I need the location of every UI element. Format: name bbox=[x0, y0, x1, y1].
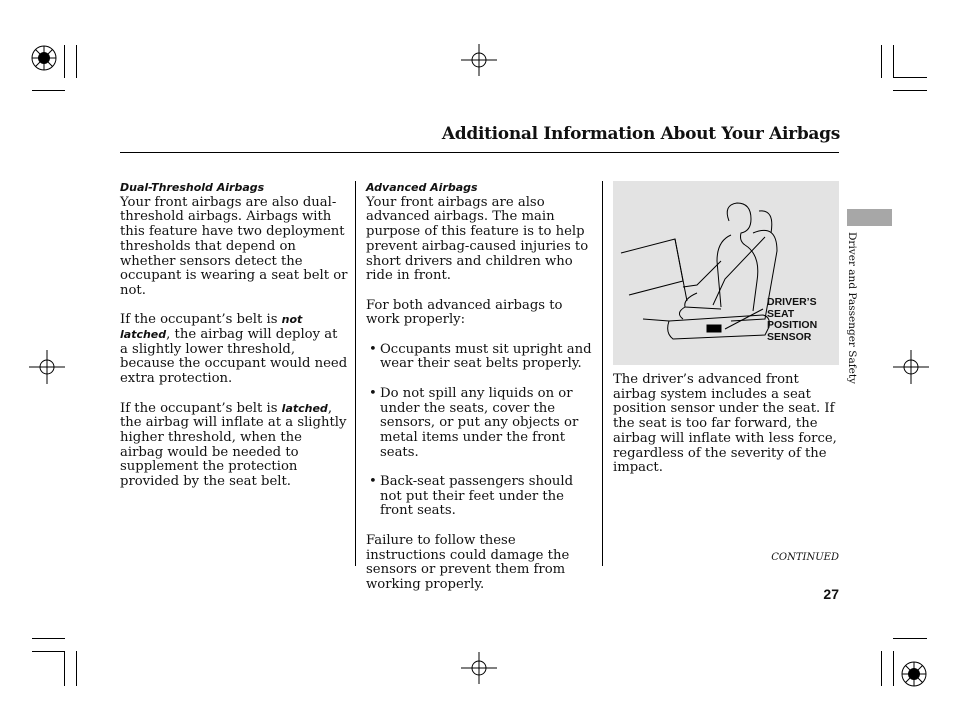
column-divider bbox=[602, 181, 603, 566]
seat-position-paragraph: The driver’s advanced front airbag system includes a seat position sensor under the seat. If the seat is too far forward, the airbag will inflate with less force, regardless of the severity of the impact. bbox=[613, 372, 837, 476]
seat-sensor-illustration bbox=[613, 181, 839, 365]
crosshair-icon bbox=[893, 350, 929, 384]
sensor-callout-label: DRIVER’S SEAT POSITION SENSOR bbox=[767, 296, 818, 343]
latched-paragraph: If the occupant’s belt is latched, the airbag will inflate at a slightly higher threshold, when the airbag would be needed to supplement the protection provided by the seat belt. bbox=[120, 400, 347, 490]
crosshair-icon bbox=[461, 44, 497, 76]
latched-emphasis: latched bbox=[281, 401, 328, 415]
continued-label: CONTINUED bbox=[771, 552, 839, 563]
crosshair-icon bbox=[29, 350, 65, 384]
crosshair-icon bbox=[461, 652, 497, 684]
section-side-label: Driver and Passenger Safety bbox=[846, 232, 858, 384]
list-item: • Occupants must sit upright and wear their seat belts properly. bbox=[366, 343, 598, 372]
dual-threshold-heading: Dual-Threshold Airbags bbox=[120, 181, 265, 194]
advanced-airbags-paragraph: Your front airbags are also advanced airbags. The main purpose of this feature is to help prevent airbag-caused injuries to short drivers and children who ride in front. bbox=[366, 194, 589, 284]
section-tab bbox=[847, 209, 892, 226]
registration-mark-icon bbox=[28, 42, 60, 74]
advanced-airbags-heading: Advanced Airbags bbox=[366, 181, 478, 194]
page-number: 27 bbox=[823, 586, 839, 602]
not-latched-emphasis: not latched bbox=[120, 313, 303, 342]
not-latched-paragraph: If the occupant’s belt is not latched, the airbag will deploy at a slightly lower threshold, because the occupant would need extra protection. bbox=[120, 312, 348, 387]
list-item: • Back-seat passengers should not put their feet under the front seats. bbox=[366, 475, 598, 519]
dual-threshold-paragraph: Your front airbags are also dual-threshold airbags. Airbags with this feature have two deployment thresholds that depend on whether sensors detect the occupant is wearing a seat belt or not. bbox=[120, 194, 348, 298]
work-properly-paragraph: For both advanced airbags to work properly: bbox=[366, 297, 563, 328]
failure-warning-paragraph: Failure to follow these instructions could damage the sensors or prevent them from working properly. bbox=[366, 532, 570, 592]
list-item: • Do not spill any liquids on or under the seats, cover the sensors, or put any objects or metal items under the front seats. bbox=[366, 387, 598, 461]
title-rule bbox=[120, 152, 839, 153]
right-column bbox=[613, 373, 839, 491]
middle-column bbox=[366, 181, 598, 607]
left-column bbox=[120, 181, 348, 504]
page-title: Additional Information About Your Airbags bbox=[441, 124, 840, 144]
registration-mark-icon bbox=[898, 658, 930, 690]
column-divider bbox=[355, 181, 356, 566]
